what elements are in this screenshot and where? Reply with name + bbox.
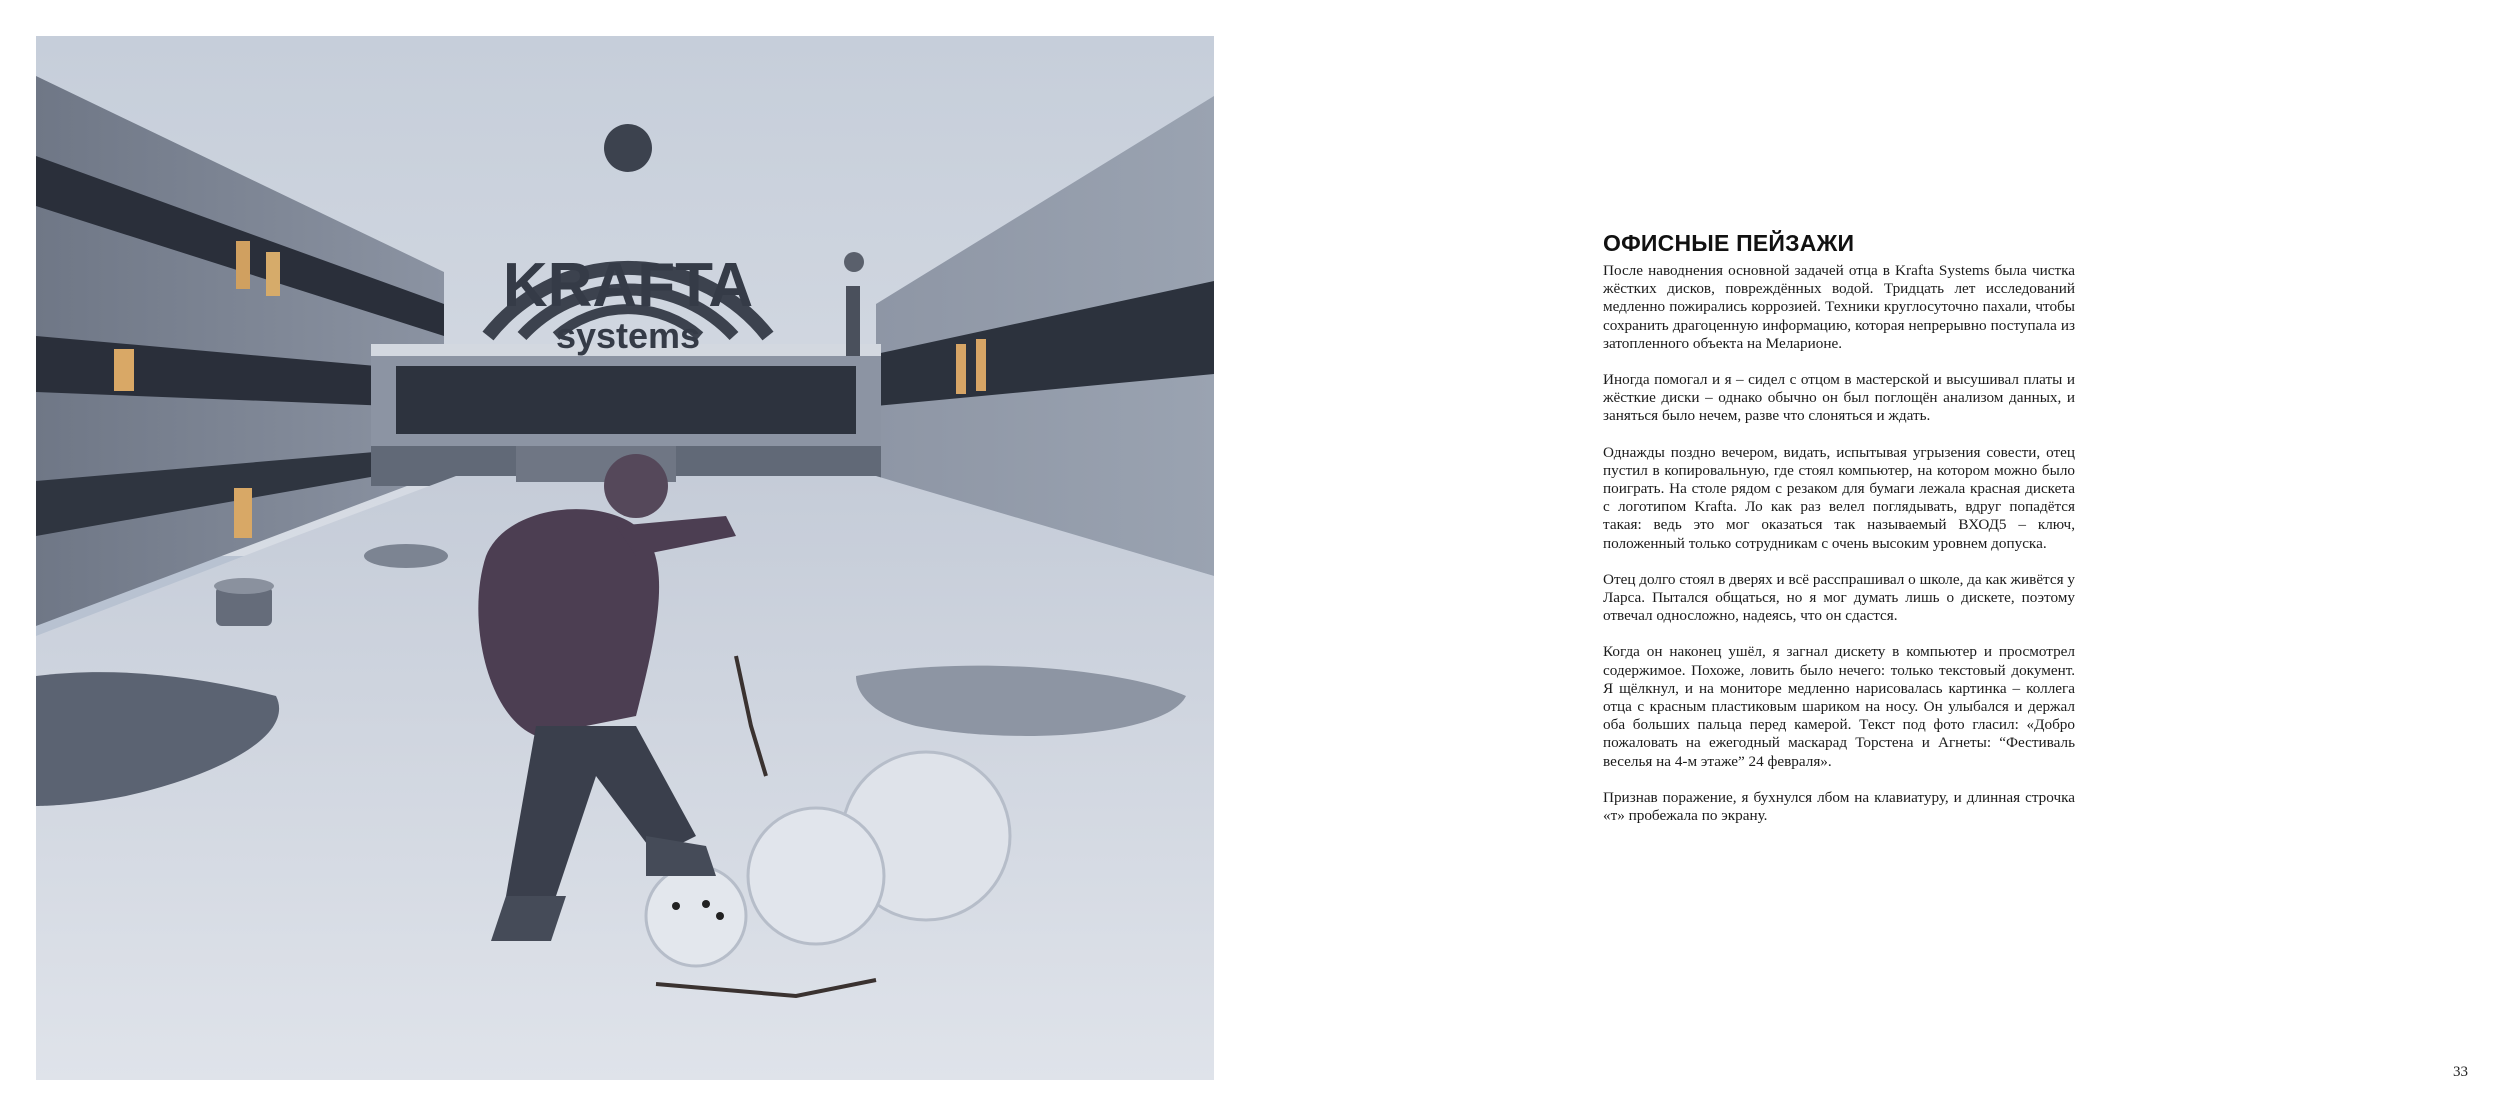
snowball-medium bbox=[748, 808, 884, 944]
article-paragraph: Когда он наконец ушёл, я загнал дискету в компьютер и просмотрел содержимое. Похоже, ловить было нечего: только текстовый документ. Я щёлкнул, и на мониторе медленно нарисовалась картинка – коллега отца с красным пластиковым шариком на носу. Он улыбался и держал оба больших пальца перед камерой. Текст под фото гласил: «Добро пожаловать на ежегодный маскарад Торстена и Агнеты: “Фестиваль веселья на 4-м этаже” 24 февраля». bbox=[1603, 643, 2075, 770]
article-paragraph: Однажды поздно вечером, видать, испытывая угрызения совести, отец пустил в копировальную, где стоял компьютер, на котором можно было поиграть. На столе рядом с резаком для бумаги лежала красная дискета с логотипом Krafta. Ло как раз велел поглядывать, вдруг попадётся такая: ведь это мог оказаться так называемый ВХОД5 – ключ, положенный только сотрудникам с очень высоким уровнем допуска. bbox=[1603, 443, 2075, 552]
illustration bbox=[36, 36, 1214, 1080]
svg-text:systems: systems bbox=[555, 315, 701, 356]
article-paragraph: После наводнения основной задачей отца в Krafta Systems была чистка жёстких дисков, повреждённых водой. Тридцать лет исследований медленно пожирались коррозией. Техники круглосуточно пахали, чтобы сохранить драгоценную информацию, которая непрерывно поступала из затопленного объекта на Меларионе. bbox=[1603, 262, 2075, 352]
article bbox=[1603, 228, 2075, 843]
svg-text:KRAFTA: KRAFTA bbox=[502, 251, 754, 320]
snowball-head bbox=[646, 866, 746, 966]
article-paragraph: Отец долго стоял в дверях и всё расспрашивал о школе, да как живётся у Ларса. Пытался общаться, но я мог думать лишь о дискете, поэтому отвечал односложно, надеясь, что он сдастся. bbox=[1603, 570, 2075, 625]
article-paragraph: Иногда помогал и я – сидел с отцом в мастерской и высушивал платы и жёсткие диски – однако обычно он был поглощён анализом данных, и заняться было нечем, разве что слоняться и ждать. bbox=[1603, 371, 2075, 425]
article-paragraph: Признав поражение, я бухнулся лбом на клавиатуру, и длинная строчка «т» пробежала по экрану. bbox=[1603, 788, 2075, 825]
page-number: 33 bbox=[2453, 1064, 2468, 1080]
article-heading: ОФИСНЫЕ ПЕЙЗАЖИ bbox=[1603, 230, 1855, 256]
